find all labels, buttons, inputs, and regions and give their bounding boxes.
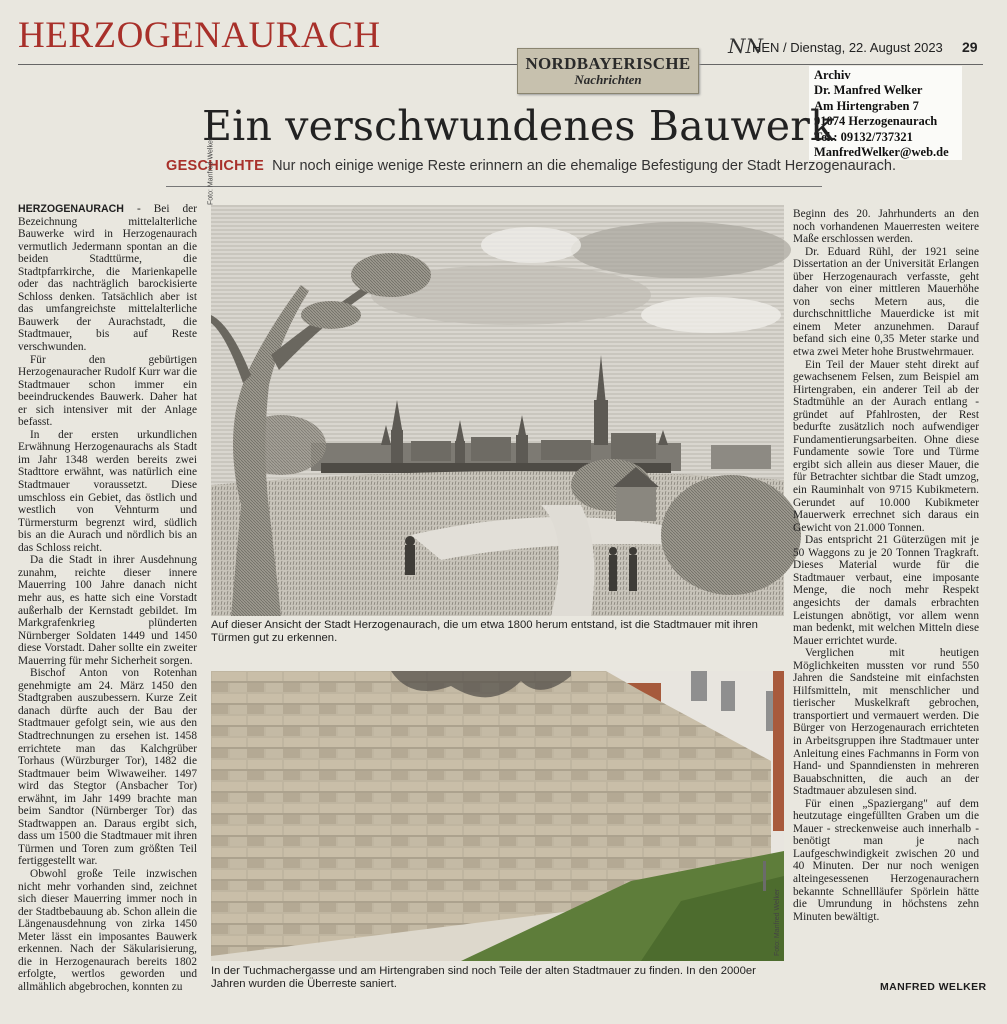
article-column-left: [18, 203, 197, 1001]
city-wall-photo: [211, 671, 784, 961]
page-number: 29: [962, 39, 978, 55]
paragraph: In der ersten urkundlichen Erwähnung Herzogenaurachs als Stadt im Jahr 1348 werden bereits zwei Stadttore erwähnt, was natürlich eine Stadtmauer voraussetzt. Diese umschloss ein Gebiet, das östlich und westlich von Vehnturm und Türmersturm begrenzt wird, südlich bis an die Aurach und nördlich bis an das Schloss reicht.: [18, 428, 197, 554]
photo2-credit: Foto: Manfred Welker: [774, 888, 781, 956]
logo-line2: Nachrichten: [574, 72, 642, 87]
newspaper-logo: [517, 48, 699, 94]
kicker-label: GESCHICHTE: [166, 158, 265, 174]
paragraph: Für den gebürtigen Herzogenauracher Rudolf Kurr war die Stadtmauer schon immer ein beeindruckendes Bauwerk. Daher hat er sich intensiver mit der Anlage befasst.: [18, 353, 197, 429]
stamp-line: Tel.: 09132/737321: [814, 129, 913, 144]
stamp-line: ManfredWelker@web.de: [814, 145, 949, 160]
stamp-line: Am Hirtengraben 7: [814, 98, 919, 113]
photo1-caption: Auf dieser Ansicht der Stadt Herzogenaurach, die um etwa 1800 herum entstand, ist die Stadtmauer mit ihren Türmen gut zu erkennen.: [211, 619, 758, 644]
handwritten-note: NN: [728, 34, 763, 58]
headline: Ein verschwundenes Bauwerk: [202, 102, 836, 150]
issue-date: HEN / Dienstag, 22. August 2023: [752, 40, 943, 55]
paragraph: Beginn des 20. Jahrhunderts an den noch vorhandenen Mauerresten weitere Maße erschlossen werden.: [793, 208, 979, 246]
paragraph: Ein Teil der Mauer steht direkt auf gewachsenem Felsen, zum Beispiel am Hirtengraben, ein anderer Teil ab der Stadtmühle an der Aurach entlang - gründet auf Pfahlrosten, der Rest bedurfte zusätzlich noch aufwendiger Fundamentierungsarbeiten. Ohne diese Fundamente sowie Tore und Türme ergibt sich allein aus dieser Mauer, die für Betrachter sichtbar die Stadt umzog, ein Rauminhalt von 9715 Kubikmetern. Gerundet auf 10.000 Kubikmeter Mauerwerk errechnet sich daraus ein Gewicht von 21.000 Tonnen.: [793, 358, 979, 534]
stamp-line: Dr. Manfred Welker: [814, 83, 923, 98]
paragraph: Dr. Eduard Rühl, der 1921 seine Dissertation an der Universität Erlangen über Herzogenaurach verfasste, geht daher von einer mittleren Mauerhöhe von sechs Metern aus, die durchschnittliche Mauerdicke ist mit einem Meter anzunehmen. Darauf befand sich eine 0,35 Meter starke und etwa zwei Meter hohe Brustwehrmauer.: [793, 245, 979, 359]
photo2-caption: In der Tuchmachergasse und am Hirtengraben sind noch Teile der alten Stadtmauer zu finden. In den 2000er Jahren wurden die Überreste saniert.: [211, 965, 756, 990]
section-title: HERZOGENAURACH: [18, 15, 381, 56]
header-rule: [18, 64, 983, 65]
article-column-right: [793, 208, 979, 988]
paragraph: Das entspricht 21 Güterzügen mit je 50 Waggons zu je 20 Tonnen Tragkraft. Dieses Material wurde für die Stadtmauer verbaut, eine imposante Menge, die noch mehr Respekt angesichts der damals erbrachten Leistungen abnötigt, vor allem wenn man bedenkt, mit welchen Mitteln diese Mauer errichtet wurde.: [793, 534, 979, 647]
paragraph: Obwohl große Teile inzwischen nicht mehr vorhanden sind, zeichnet sich dieser Mauerring immer noch in der Stadtbebauung ab. Schon allein die Längenausdehnung von zirka 1450 Meter lässt ein imposantes Bauwerk erkennen. Nach der Säkularisierung, die in Herzogenaurach bereits 1802 erfolgte, wertlos geworden und allmählich abgebrochen, konnten zu: [18, 867, 197, 993]
paragraph: Bischof Anton von Rotenhan genehmigte am 24. März 1450 den Stadtgraben auszubessern. Kurze Zeit danach dürfte auch der Bau der Stadtmauer gefolgt sein, wie aus den Stadtrechnungen zu ersehen ist. 1458 errichtete man das Kalchgrüber Torhaus (Würzburger Tor), 1482 die Stadtmauer beim Wiwaweiher. 1497 wird das Stegtor (Ansbacher Tor) erwähnt, im Jahr 1499 brachte man beim Sandtor (Nürnberger Tor) das Stadtwappen an. Daraus ergibt sich, dass um 1500 die Stadtmauer mit ihren Türmen und Toren zum größten Teil fertiggestellt war.: [18, 667, 197, 868]
photo1-credit: Foto: Manfred Welker: [207, 137, 215, 205]
lead-text: - Bei der Bezeichnung mittelalterliche Bauwerke wird in Herzogenaurach vermutlich Jedermann spontan an die beiden Stadttürme, die Stadtpfarrkirche, die Marienkapelle oder das nachträglich barockisierte Schloss denken. Tatsächlich aber ist das umfangreichste mittelalterliche Bauwerk der Aurachstadt, die Stadtmauer, bis auf Reste verschwunden.: [18, 203, 197, 354]
stamp-line: 91074 Herzogenaurach: [814, 114, 938, 129]
author-byline: MANFRED WELKER: [880, 981, 987, 993]
dateline: HERZOGENAURACH: [18, 203, 124, 215]
kicker-text: Nur noch einige wenige Reste erinnern an die ehemalige Befestigung der Stadt Herzogenaurach.: [272, 158, 896, 174]
kicker-rule: [166, 186, 822, 187]
paragraph: Da die Stadt in ihrer Ausdehnung zunahm, reichte dieser innere Mauerring 100 Jahre danach nicht mehr aus, es hatte sich eine Vorstadt außerhalb der Kernstadt gebildet. Im Markgrafenkrieg plünderten Nürnberger Soldaten 1449 und 1450 diese Vorstadt. Daher sollte ein zweiter Mauerring für mehr Sicherheit sorgen.: [18, 554, 197, 667]
kicker: [166, 158, 896, 174]
paragraph: Verglichen mit heutigen Möglichkeiten mussten vor rund 550 Jahren die Sandsteine mit einfachsten Hilfsmitteln, mit menschlicher und tierischer Muskelkraft gebrochen, transportiert und vermauert werden. Die Bürger von Herzogenaurach errichteten in Arbeitsgruppen ihre Stadtmauer unter Anleitung eines Fachmanns in Form von Hand- und Spanndiensten in mehreren Bauabschnitten, die auch an der Stadtmauer abzulesen sind.: [793, 647, 979, 798]
logo-line1: NORDBAYERISCHE: [525, 54, 691, 73]
paragraph-lead: [18, 203, 197, 354]
paragraph: Für einen „Spaziergang" auf dem heutzutage eingefüllten Graben um die Mauer - streckenweise auch innerhalb - benötigt man je nach Laufgeschwindigkeit zwischen 20 und 40 Minuten. Der nur noch wenigen alteingesessenen Herzogenaurachern bekannte Schnellläufer Spörlein hätte die Umrundung in höchstens zehn Minuten bewältigt.: [793, 797, 979, 923]
stamp-line: Archiv: [814, 68, 851, 82]
